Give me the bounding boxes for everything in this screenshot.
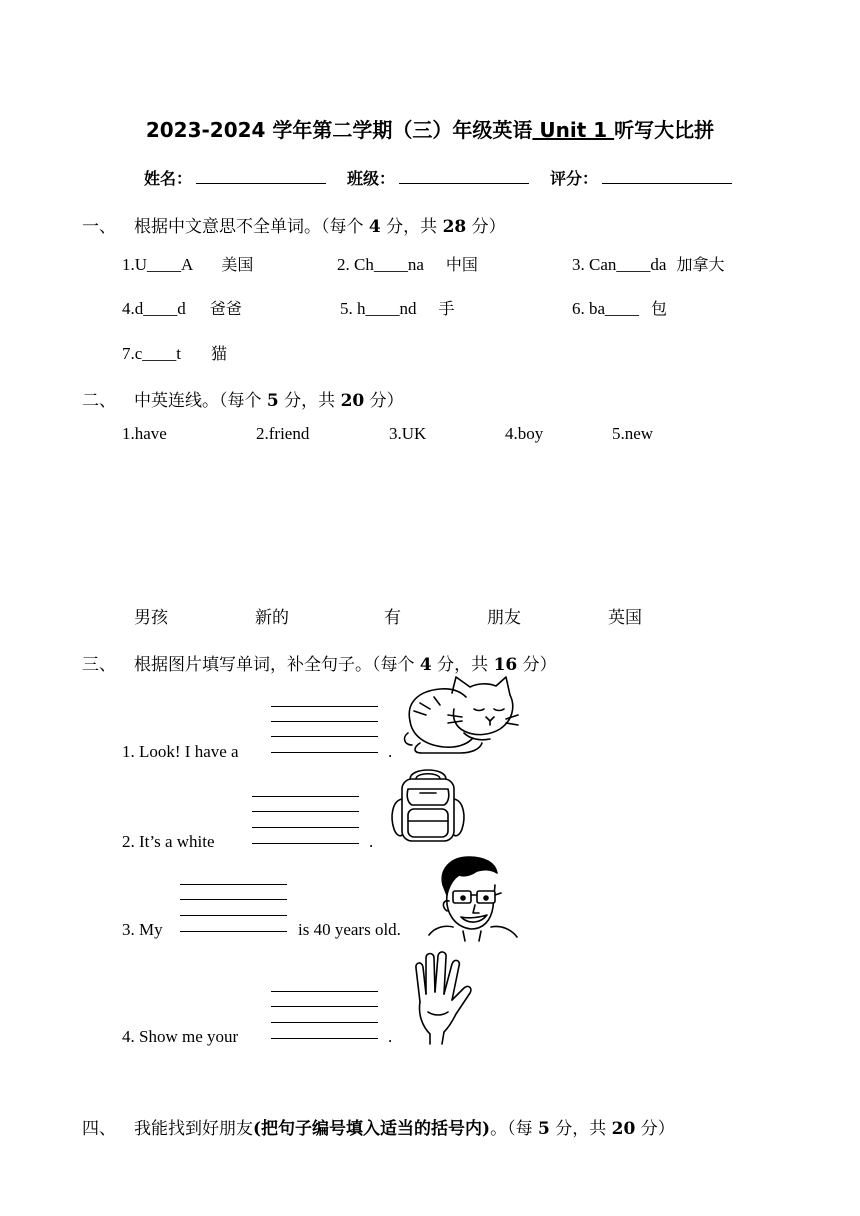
section2-number: 二、 (82, 391, 116, 411)
name-blank[interactable] (196, 168, 326, 184)
item-meaning: 包 (651, 299, 668, 318)
section3-text: 根据图片填写单词，补全句子。（每个 (134, 655, 420, 675)
sentence-4-end: . (388, 1027, 393, 1046)
sentence-1-start: 1. Look! I have a (122, 742, 239, 761)
sentence-1-end: . (388, 742, 393, 761)
section2-end: 分） (364, 391, 404, 411)
match-english-4[interactable]: 4.boy (505, 424, 544, 443)
section1-item-7 (122, 341, 227, 364)
match-english-5[interactable]: 5.new (612, 424, 654, 443)
section1-mid: 分，共 (380, 217, 443, 237)
section4-text2: 。（每 (490, 1119, 538, 1139)
hand-icon (404, 950, 474, 1046)
match-chinese-1[interactable]: 男孩 (134, 608, 168, 628)
item-meaning: 美国 (221, 255, 254, 274)
section4-number: 四、 (82, 1119, 116, 1139)
section2-mid: 分，共 (278, 391, 341, 411)
item-word: 7.c____t (122, 344, 182, 363)
class-blank[interactable] (399, 168, 529, 184)
section1-heading (82, 212, 506, 237)
item-word: 6. ba____ (572, 299, 640, 318)
match-chinese-2[interactable]: 新的 (255, 608, 289, 628)
section1-item-5 (340, 296, 455, 319)
page-title (0, 114, 860, 143)
match-chinese-3[interactable]: 有 (384, 608, 401, 628)
item-meaning: 加拿大 (676, 255, 725, 274)
name-field (144, 166, 326, 189)
section3-heading (82, 650, 557, 675)
match-english-1[interactable]: 1.have (122, 424, 167, 443)
item-meaning: 猫 (211, 344, 228, 363)
section3-number: 三、 (82, 655, 116, 675)
score-field (550, 166, 732, 189)
title-prefix: 2023-2024 学年第二学期（三）年级英语 (145, 118, 533, 142)
sentence-4-start: 4. Show me your (122, 1027, 239, 1046)
backpack-icon (390, 765, 466, 847)
section4-text: 我能找到好朋友 (134, 1119, 253, 1139)
item-meaning: 手 (438, 299, 455, 318)
class-label: 班级： (347, 169, 396, 188)
name-label: 姓名： (144, 169, 193, 188)
section4-total: 20 (611, 1119, 636, 1139)
section1-item-1 (122, 252, 253, 275)
match-chinese-4[interactable]: 朋友 (487, 608, 521, 628)
match-english-3[interactable]: 3.UK (389, 424, 427, 443)
section4-mid: 分，共 (549, 1119, 612, 1139)
item-word: 3. Can____da (572, 255, 667, 274)
section1-end: 分） (466, 217, 506, 237)
section3-mid: 分，共 (431, 655, 494, 675)
section1-text: 根据中文意思不全单词。（每个 (134, 217, 369, 237)
section2-total: 20 (340, 391, 365, 411)
section1-points: 4 (368, 217, 381, 237)
cat-icon (400, 673, 518, 757)
title-suffix: 听写大比拼 (614, 118, 715, 142)
section2-text: 中英连线。（每个 (134, 391, 267, 411)
section4-points: 5 (538, 1119, 550, 1139)
item-meaning: 爸爸 (209, 299, 242, 318)
item-word: 4.d____d (122, 299, 186, 318)
sentence-2-start: 2. It’s a white (122, 832, 215, 851)
title-unit: Unit 1 (532, 118, 615, 142)
section1-item-4 (122, 296, 242, 319)
section3-total: 16 (493, 655, 518, 675)
section1-item-6 (572, 296, 667, 319)
sentence-3-start: 3. My (122, 920, 163, 939)
section4-heading (82, 1114, 675, 1139)
section2-heading (82, 386, 404, 411)
section1-item-3 (572, 252, 724, 275)
item-word: 2. Ch____na (337, 255, 424, 274)
section1-number: 一、 (82, 217, 116, 237)
item-word: 1.U____A (122, 255, 194, 274)
match-english-2[interactable]: 2.friend (256, 424, 310, 443)
score-label: 评分： (550, 169, 599, 188)
section1-item-2 (337, 252, 478, 275)
score-blank[interactable] (602, 168, 732, 184)
sentence-2-end: . (369, 832, 374, 851)
man-face-icon (425, 855, 520, 941)
section3-end: 分） (517, 655, 557, 675)
section4-bold: (把句子编号填入适当的括号内) (253, 1119, 491, 1139)
sentence-3-end: is 40 years old. (298, 920, 401, 939)
match-chinese-5[interactable]: 英国 (608, 608, 642, 628)
item-meaning: 中国 (445, 255, 478, 274)
section3-points: 4 (419, 655, 432, 675)
section2-points: 5 (266, 391, 279, 411)
section4-end: 分） (635, 1119, 675, 1139)
section1-total: 28 (442, 217, 467, 237)
class-field (347, 166, 529, 189)
item-word: 5. h____nd (340, 299, 417, 318)
